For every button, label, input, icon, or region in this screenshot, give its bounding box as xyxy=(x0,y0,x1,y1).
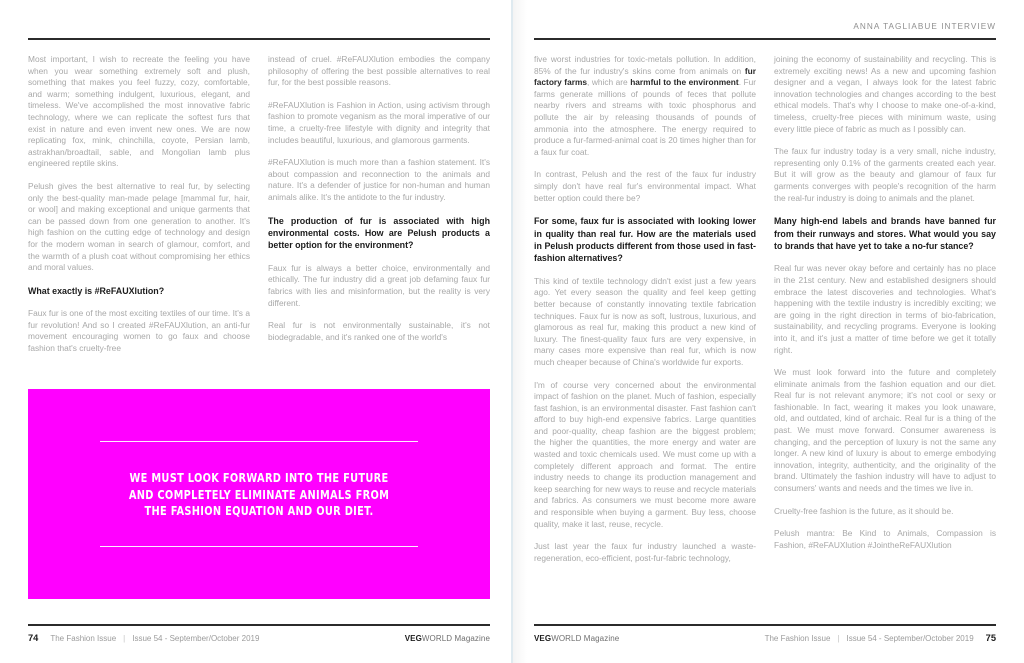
paragraph: Faux fur is one of the most exciting textiles of our time. It's a fur revolution! And so I created #ReFAUXlution, an anti-fur movement encouraging women to go faux and choose fashion that's cruelty-free xyxy=(28,308,250,353)
question-heading: The production of fur is associated with high environmental costs. How are Pelush products a better option for the environment? xyxy=(268,215,490,251)
footer-section-left: The Fashion Issue xyxy=(50,634,117,643)
right-page-columns xyxy=(534,54,996,564)
footer-separator-left: | xyxy=(123,634,126,643)
paragraph: I'm of course very concerned about the environmental impact of fashion on the planet. Much of fashion, especially fast fashion, is an environmental disaster. Fast fashion can't afford to buy high-end expensive fabrics. Large quantities and poor-quality, cheap fashion are the biggest problem; the higher the quantities, the more energy and water are wasted and toxic chemicals used. We must come up with a completely different approach and format. The entire industry needs to change its production management and keep searching for new ways to reuse and recycle materials and fabrics. As consumers we must become more aware and responsible when buying a garment. Buy less, choose quality, make it last, reuse, recycle. xyxy=(534,379,756,529)
header-rule-left xyxy=(28,38,490,40)
para-part-a: five worst industries for toxic-metals pollution. In addition, 85% of the fur industry's skins come from animals on xyxy=(534,54,756,76)
paragraph: Pelush gives the best alternative to real fur, by selecting only the best-quality man-made pelage [mammal fur, hair, or wool] and making exceptional and unique garments that can be passed down from one generation to another. It's high fashion on the cutting edge of technology and design for the modern woman in search of glamour, comfort, and the warmth of a plush coat without compromising her ethics and moral values. xyxy=(28,180,250,273)
paragraph: Just last year the faux fur industry launched a waste-regeneration, eco-efficient, post-fur-fabric technology, xyxy=(534,541,756,563)
paragraph: #ReFAUXlution is Fashion in Action, using activism through fashion to promote veganism as the moral imperative of our time, a cruelty-free lifestyle with dignity and integrity that includes beautiful, luxurious, and glamorous garments. xyxy=(268,99,490,145)
footer-separator-right: | xyxy=(837,634,840,643)
right-column-one xyxy=(534,54,756,564)
paragraph: Real fur was never okay before and certainly has no place in the 21st century. New and established designers should embrace the latest discoveries and technologies. What's happening with the textile industry is incredibly exciting; we are going in the right direction in terms of bio-fabrication, sustainability, and recycling programs. Everyone is looking into it, and it's just a matter of time before we get it totally right. xyxy=(774,263,996,355)
header-rule-right xyxy=(534,38,996,40)
paragraph: The faux fur industry today is a very small, niche industry, representing only 0.1% of the garments created each year. But it will grow as the beauty and glamour of faux fur garments converges with people's recognition of the harm the real-fur industry is doing to animals and the planet. xyxy=(774,146,996,203)
pull-quote-text xyxy=(119,442,399,545)
paragraph: In contrast, Pelush and the rest of the faux fur industry simply don't have real fur's environmental impact. What better option could there be? xyxy=(534,169,756,203)
brand-mark-left xyxy=(405,634,490,643)
gutter-line xyxy=(511,0,513,663)
paragraph: This kind of textile technology didn't exist just a few years ago. Yet every season the quality and feel keep getting better because of constantly innovating textile fabrication techniques. Faux fur is now as soft, lustrous, luxurious, and glamorous as real fur, making this product a new kind of luxury. The finest-quality faux furs are very expensive, in many cases more expensive than real fur, which is now much cheaper because of China's worldwide fur exports. xyxy=(534,275,756,367)
paragraph: #ReFAUXlution is much more than a fashion statement. It's about compassion and reconnection to the animals and nature. It's a defender of justice for non-human and human animals alike. It's the antidote to the fur industry. xyxy=(268,157,490,202)
pull-quote-line-1: WE MUST LOOK FORWARD INTO THE FUTURE xyxy=(129,470,389,486)
pull-quote-line-3: THE FASHION EQUATION AND OUR DIET. xyxy=(144,503,374,519)
running-head-left xyxy=(28,0,490,40)
gutter-shadow xyxy=(513,0,527,663)
question-heading: Many high-end labels and brands have banned fur from their runways and stores. What would you say to brands that have yet to take a no-fur stance? xyxy=(774,216,996,251)
page-right xyxy=(512,0,1024,663)
paragraph: Faux fur is always a better choice, environmentally and ethically. The fur industry did a great job defaming faux fur fabrics with lies and misinformation, but the reality is very different. xyxy=(268,262,490,308)
right-column-two xyxy=(774,54,996,564)
para-part-b: , which are xyxy=(587,77,631,88)
pull-quote-line-2: AND COMPLETELY ELIMINATE ANIMALS FROM xyxy=(128,486,390,502)
para-part-c: . Fur farms generate millions of pounds of feces that pollute nearby rivers and streams with toxic phosphorus and pollute the air by releasing thousands of pounds of ammonia into the atmosphere. The energy required to produce a fur-farmed-animal coat is 20 times higher than for a faux fur coat. xyxy=(534,77,756,157)
footer-right xyxy=(534,624,996,643)
brand-prefix-left: VEG xyxy=(404,634,422,643)
brand-mark-right xyxy=(534,634,619,643)
left-column-one xyxy=(28,54,250,354)
left-column-two xyxy=(268,54,490,354)
brand-suffix-left: WORLD Magazine xyxy=(421,634,490,643)
footer-issue-right: Issue 54 - September/October 2019 xyxy=(846,634,974,643)
page-number-left: 74 xyxy=(28,633,39,643)
emphasis-fur-factory-farms: fur factory farms xyxy=(534,65,756,88)
pull-quote-rule-bottom xyxy=(100,546,418,547)
brand-suffix-right: WORLD Magazine xyxy=(551,634,620,643)
emphasis-harmful-to-environment: harmful to the environment xyxy=(630,77,739,88)
brand-prefix-right: VEG xyxy=(534,634,552,643)
paragraph: We must look forward into the future and completely eliminate animals from the fashion equation and our diet. Real fur is not relevant anymore; it's not cool or sexy or fashionable. In fact, wearing it makes you look unaware, old, and outdated, kind of archaic. Real fur is a thing of the past. We must move forward. Consumer awareness is changing, and the perception of luxury is not the same any longer. A new kind of luxury is about to emerge embodying innovation, integrity, authenticity, and the originality of the brand. Ultimately the fashion industry will have to adjust to consumers' wants and needs and the times we live in. xyxy=(774,367,996,494)
page-number-right: 75 xyxy=(985,633,996,643)
running-head-right xyxy=(534,0,996,40)
paragraph: joining the economy of sustainability and recycling. This is extremely exciting news! As a new and upcoming fashion designer and a vegan, I always look for the latest fabric innovation technologies and changes according to the best ethical models. That's why I choose to make one-of-a-kind, timeless, cruelty-free pieces with minimum waste, using every little piece of fabric as much as I possibly can. xyxy=(774,54,996,134)
pull-quote-box xyxy=(28,389,490,599)
paragraph: instead of cruel. #ReFAUXlution embodies the company philosophy of offering the best possible alternatives to real fur, for the best possible reasons. xyxy=(268,54,490,88)
running-head-right-text: ANNA TAGLIABUE INTERVIEW xyxy=(853,22,996,31)
footer-section-right: The Fashion Issue xyxy=(764,634,831,643)
footer-row-left xyxy=(28,633,490,643)
pull-quote-inner xyxy=(100,441,418,546)
footer-issue-left: Issue 54 - September/October 2019 xyxy=(132,634,260,643)
question-heading: What exactly is #ReFAUXlution? xyxy=(28,285,165,296)
paragraph: Cruelty-free fashion is the future, as it should be. xyxy=(774,505,954,516)
paragraph: Pelush mantra: Be Kind to Animals, Compassion is Fashion, #ReFAUXlution #JointheReFAUXlution xyxy=(774,528,996,550)
paragraph: Real fur is not environmentally sustainable, it's not biodegradable, and it's ranked one of the world's xyxy=(268,320,490,342)
question-heading: For some, faux fur is associated with looking lower in quality than real fur. How are the materials used in Pelush products different from those used in fast-fashion alternatives? xyxy=(534,216,756,264)
footer-row-right xyxy=(534,633,996,643)
left-page-columns xyxy=(28,54,490,354)
paragraph: Most important, I wish to recreate the feeling you have when you wear something extremely soft and plush, something that makes you feel fuzzy, cozy, comfortable, and warm; something indulgent, luxurious, elegant, and timeless. We've accomplished the most innovative fabric technology, where we can replicate the softest furs that exist in nature and even invent new ones. We are now replicating fox, mink, chinchilla, coyote, Persian lamb, astrakhan/broadtail, sable, and Mongolian lamb plus engineered reptile skins. xyxy=(28,54,250,169)
footer-left xyxy=(28,624,490,643)
footer-rule-right xyxy=(534,624,996,626)
footer-rule-left xyxy=(28,624,490,626)
paragraph-mixed xyxy=(534,54,756,158)
